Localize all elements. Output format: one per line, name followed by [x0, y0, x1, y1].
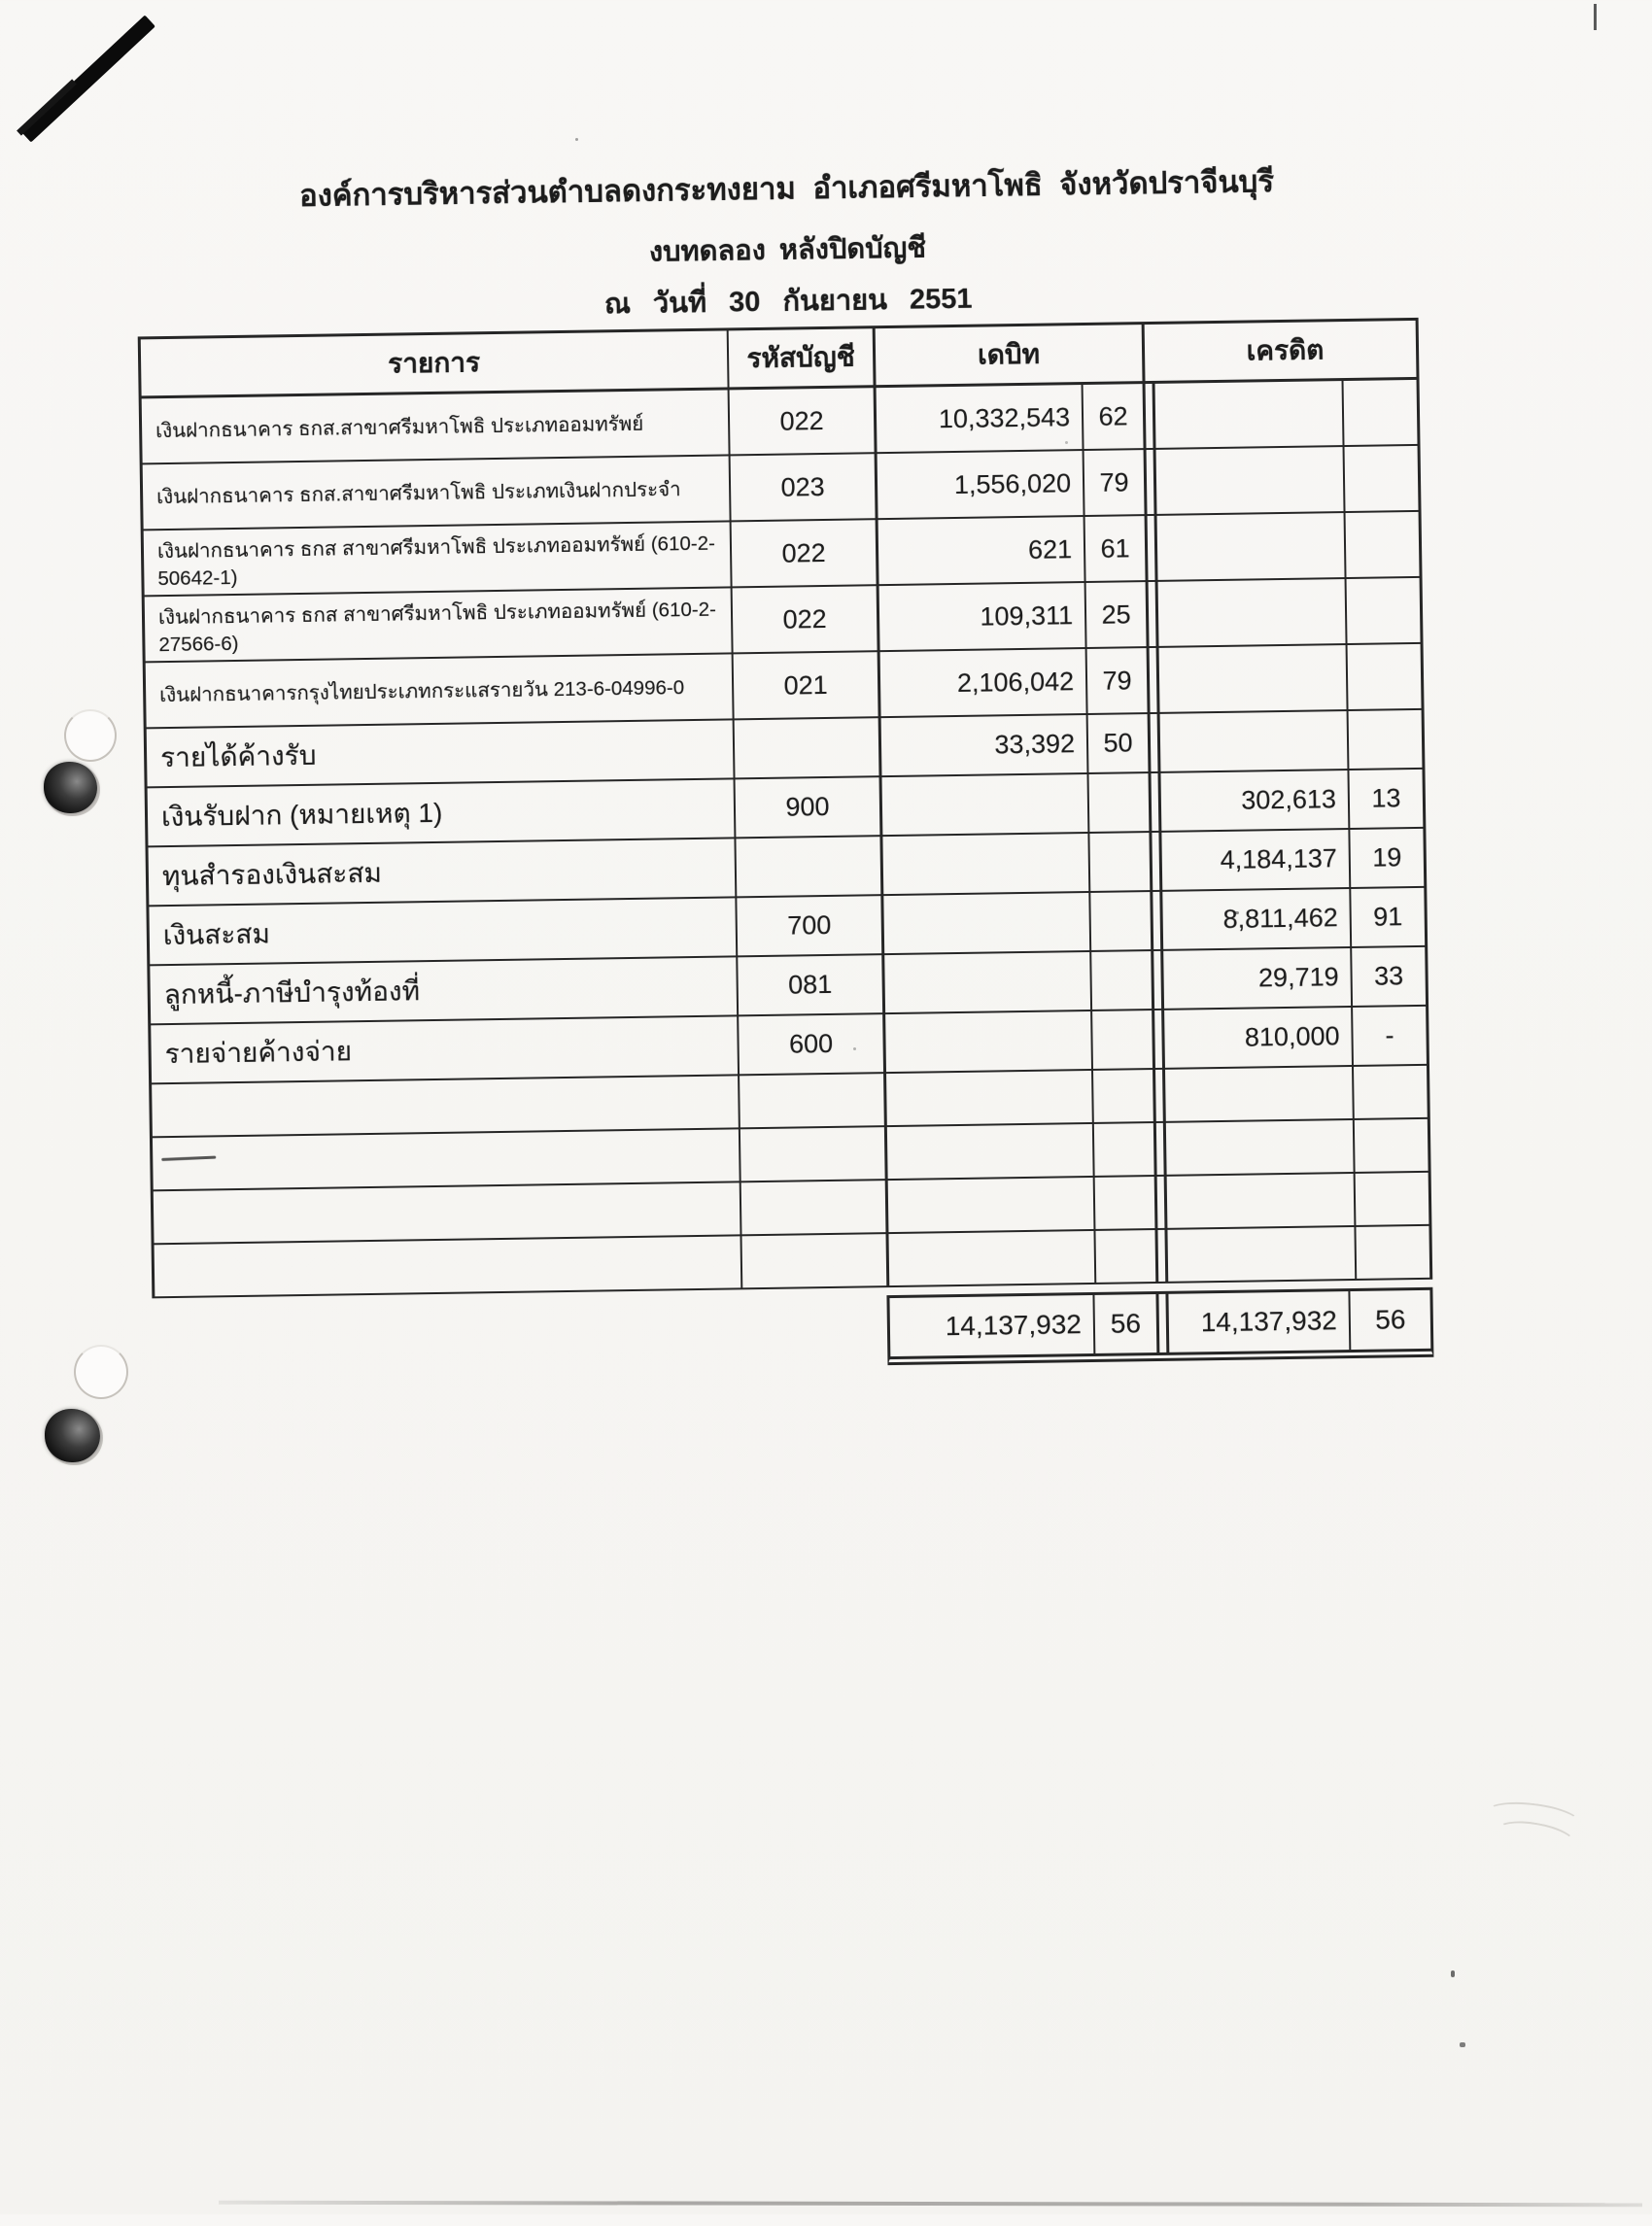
- organization-title: องค์การบริหารส่วนตำบลดงกระทงยาม อำเภอศรีมหาโพธิ จังหวัดปราจีนบุรี: [298, 164, 1275, 213]
- blank-cell-debit-satang: [1093, 1177, 1158, 1231]
- cell-credit-amount: [1159, 645, 1347, 714]
- blank-cell-credit-satang: [1354, 1226, 1432, 1281]
- cell-credit-satang: 33: [1350, 947, 1428, 1008]
- cell-credit-satang: [1345, 578, 1424, 645]
- cell-credit-amount: [1160, 711, 1348, 773]
- cell-credit-amount: 302,613: [1160, 771, 1348, 833]
- cell-credit-satang: 19: [1348, 829, 1427, 889]
- cell-debit-amount: 109,311: [877, 583, 1085, 652]
- blank-cell-code: [739, 1127, 885, 1182]
- cell-debit-satang: 79: [1083, 450, 1148, 517]
- cell-credit-amount: 29,719: [1163, 948, 1351, 1010]
- blank-cell-debit-amount: [885, 1178, 1094, 1234]
- cell-debit-satang: [1087, 833, 1153, 893]
- blank-cell-credit-amount: [1167, 1227, 1355, 1284]
- cell-code: 081: [736, 955, 882, 1016]
- blank-cell-credit-satang: [1353, 1119, 1431, 1174]
- blank-cell-item: [151, 1182, 740, 1245]
- cell-code: 700: [735, 896, 881, 957]
- cell-code: 022: [728, 388, 875, 456]
- cell-credit-amount: [1158, 579, 1346, 648]
- cell-code: 600: [737, 1014, 883, 1076]
- blank-cell-credit-amount: [1166, 1120, 1354, 1177]
- cell-debit-amount: [880, 893, 1089, 955]
- cell-item: รายจ่ายค้างจ่าย: [148, 1016, 738, 1084]
- cell-debit-amount: 33,392: [878, 715, 1087, 777]
- cell-credit-satang: [1347, 710, 1426, 771]
- blank-cell-debit-satang: [1092, 1123, 1157, 1178]
- cell-item: เงินฝากธนาคาร ธกส สาขาศรีมหาโพธิ ประเภทออมทรัพย์ (610-2-27566-6): [142, 588, 732, 663]
- cell-debit-amount: [879, 774, 1088, 837]
- total-credit-satang: 56: [1375, 1304, 1406, 1335]
- cell-debit-satang: [1089, 951, 1154, 1011]
- cell-debit-satang: [1090, 1010, 1155, 1071]
- cell-debit-satang: 25: [1084, 582, 1150, 649]
- cell-credit-satang: 13: [1347, 770, 1426, 830]
- total-debit-amount: 14,137,932: [889, 1295, 1095, 1356]
- cell-item: เงินฝากธนาคารกรุงไทยประเภทกระแสรายวัน 213-6-04996-0: [143, 654, 733, 729]
- cell-item: ลูกหนี้-ภาษีบำรุงท้องที่: [147, 957, 737, 1025]
- cell-debit-amount: [879, 834, 1088, 896]
- cell-debit-satang: 61: [1084, 516, 1149, 583]
- report-date: ณ วันที่ 30 กันยายน 2551: [603, 283, 973, 321]
- cell-debit-amount: [882, 1011, 1091, 1074]
- column-header-credit: เครดิต: [1154, 318, 1420, 384]
- cell-credit-amount: 8,811,462: [1162, 889, 1350, 951]
- blank-cell-item: [150, 1129, 740, 1191]
- blank-cell-debit-amount: [883, 1071, 1092, 1127]
- blank-cell-debit-amount: [884, 1124, 1093, 1181]
- cell-code: [734, 837, 880, 898]
- cell-debit-amount: [881, 952, 1090, 1014]
- cell-code: 021: [732, 652, 878, 720]
- blank-cell-code: [740, 1181, 886, 1236]
- cell-credit-amount: [1155, 381, 1343, 450]
- cell-debit-satang: 50: [1086, 714, 1152, 774]
- cell-credit-satang: [1342, 380, 1421, 447]
- blank-cell-credit-satang: [1352, 1066, 1430, 1120]
- cell-code: [733, 718, 879, 779]
- cell-debit-amount: 1,556,020: [875, 451, 1084, 520]
- cell-debit-amount: 621: [876, 517, 1084, 586]
- total-debit-satang: 56: [1094, 1294, 1159, 1353]
- cell-debit-satang: 62: [1082, 384, 1147, 451]
- cell-credit-amount: 810,000: [1164, 1008, 1352, 1070]
- cell-credit-amount: [1156, 447, 1344, 516]
- cell-code: 022: [730, 520, 877, 588]
- cell-item: เงินฝากธนาคาร ธกส.สาขาศรีมหาโพธิ ประเภทออมทรัพย์: [139, 390, 729, 464]
- blank-cell-item: [152, 1236, 741, 1298]
- cell-item: เงินสะสม: [146, 898, 736, 966]
- blank-cell-credit-satang: [1354, 1173, 1432, 1227]
- blank-cell-code: [738, 1074, 884, 1129]
- blank-cell-credit-amount: [1167, 1174, 1355, 1230]
- cell-credit-satang: 91: [1349, 888, 1428, 948]
- trial-balance-table: [138, 318, 1434, 1395]
- blank-cell-debit-satang: [1091, 1070, 1156, 1124]
- blank-cell-code: [740, 1234, 887, 1289]
- cell-credit-satang: [1343, 446, 1422, 513]
- cell-code: 022: [731, 586, 878, 654]
- cell-code: 900: [734, 777, 880, 839]
- totals-row: [886, 1287, 1433, 1365]
- cell-item: รายได้ค้างรับ: [144, 720, 734, 788]
- cell-credit-amount: [1157, 513, 1345, 582]
- cell-credit-satang: [1344, 512, 1423, 579]
- cell-debit-satang: [1087, 773, 1153, 834]
- cell-debit-amount: 10,332,543: [874, 385, 1083, 454]
- cell-item: เงินฝากธนาคาร ธกส สาขาศรีมหาโพธิ ประเภทออมทรัพย์ (610-2-50642-1): [141, 522, 731, 597]
- cell-item: เงินรับฝาก (หมายเหตุ 1): [145, 779, 735, 847]
- cell-credit-satang: -: [1351, 1007, 1429, 1067]
- column-header-debit: เดบิท: [873, 322, 1146, 388]
- table-grid: [138, 318, 1433, 1298]
- blank-cell-item: [149, 1076, 739, 1138]
- cell-item: ทุนสำรองเงินสะสม: [146, 839, 736, 907]
- column-header-item: รายการ: [138, 327, 728, 398]
- cell-credit-amount: 4,184,137: [1161, 830, 1349, 892]
- report-title: งบทดลอง หลังปิดบัญชี: [648, 232, 927, 268]
- cell-code: 023: [729, 454, 876, 522]
- column-header-code: รหัสบัญชี: [727, 325, 874, 390]
- total-credit-amount: 14,137,932: [1168, 1291, 1351, 1353]
- blank-cell-debit-amount: [885, 1231, 1094, 1287]
- cell-debit-amount: 2,106,042: [878, 649, 1086, 718]
- cell-credit-satang: [1346, 644, 1425, 711]
- blank-cell-credit-amount: [1165, 1067, 1353, 1123]
- blank-cell-debit-satang: [1093, 1230, 1158, 1284]
- cell-item: เงินฝากธนาคาร ธกส.สาขาศรีมหาโพธิ ประเภทเงินฝากประจำ: [140, 456, 730, 531]
- cell-debit-satang: 79: [1085, 648, 1151, 715]
- cell-debit-satang: [1088, 892, 1153, 952]
